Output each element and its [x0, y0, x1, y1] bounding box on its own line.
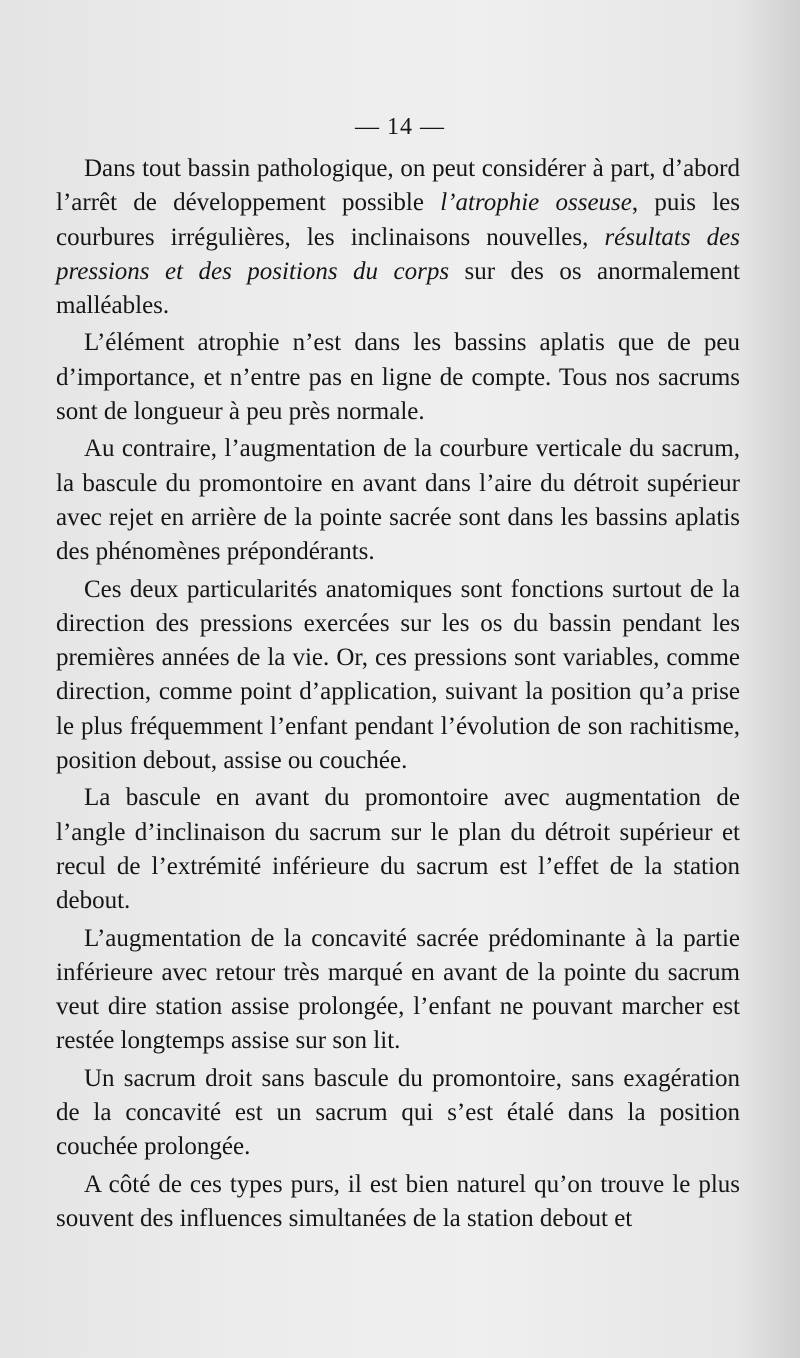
page-number: — 14 — — [355, 114, 445, 140]
paragraph-8 — [56, 1168, 740, 1237]
paragraph-1 — [56, 152, 740, 323]
paragraph-2-text: L’élément atrophie n’est dans les bassins aplatis que de peu d’importance, et n’entre pas en ligne de compte. Tous nos sacrums sont de longueur à peu près normale. — [56, 329, 740, 426]
body-text — [56, 152, 740, 1239]
paragraph-7-text: Un sacrum droit sans bascule du promontoire, sans exagération de la concavité est un sacrum qui s’est étalé dans la position couchée prolongée. — [56, 1064, 740, 1161]
paragraph-4-text: Ces deux particularités anatomiques sont fonctions surtout de la direction des pressions exercées sur les os du bassin pendant les premières années de la vie. Or, ces pressions sont variables, comme direction, comme point d’application, suivant la position qu’a prise le plus fréquemment l’enfant pendant l’évolution de son rachitisme, position debout, assise ou couchée. — [56, 575, 740, 775]
paragraph-1-text-2: , puis les courbures irrégulières, les inclinaisons nouvelles, — [56, 189, 740, 251]
paragraph-5 — [56, 781, 740, 918]
paragraph-1-italic-1: l’atrophie osseuse — [440, 189, 632, 217]
paragraph-6-text: L’augmentation de la concavité sacrée prédominante à la partie inférieure avec retour très marqué en avant de la pointe du sacrum veut dire station assise prolongée, l’enfant ne pouvant marcher est restée longtemps assise sur son lit. — [56, 924, 740, 1055]
paragraph-1-italic-2: résultats des pressions et des positions du corps — [56, 223, 741, 285]
paragraph-5-text: La bascule en avant du promontoire avec augmentation de l’angle d’inclinaison du sacrum sur le plan du détroit supérieur et recul de l’extrémité inférieure du sacrum est l’effet de la station debout. — [56, 784, 740, 915]
paragraph-1-text-3: sur des os anormalement malléables. — [56, 257, 741, 320]
paragraph-4 — [56, 573, 740, 779]
paragraph-7 — [56, 1062, 740, 1165]
paragraph-3 — [56, 432, 740, 569]
paragraph-1-text-1: Dans tout bassin pathologique, on peut considérer à part, d’abord l’arrêt de développement possible — [56, 155, 740, 217]
paragraph-2 — [56, 326, 740, 429]
paragraph-6 — [56, 922, 740, 1059]
paragraph-3-text: Au contraire, l’augmentation de la courbure verticale du sacrum, la bascule du promontoire en avant dans l’aire du détroit supérieur avec rejet en arrière de la pointe sacrée sont dans les bassins aplatis des phénomènes prépondérants. — [56, 435, 740, 566]
paragraph-8-text: A côté de ces types purs, il est bien naturel qu’on trouve le plus souvent des influences simultanées de la station debout et — [56, 1170, 740, 1232]
